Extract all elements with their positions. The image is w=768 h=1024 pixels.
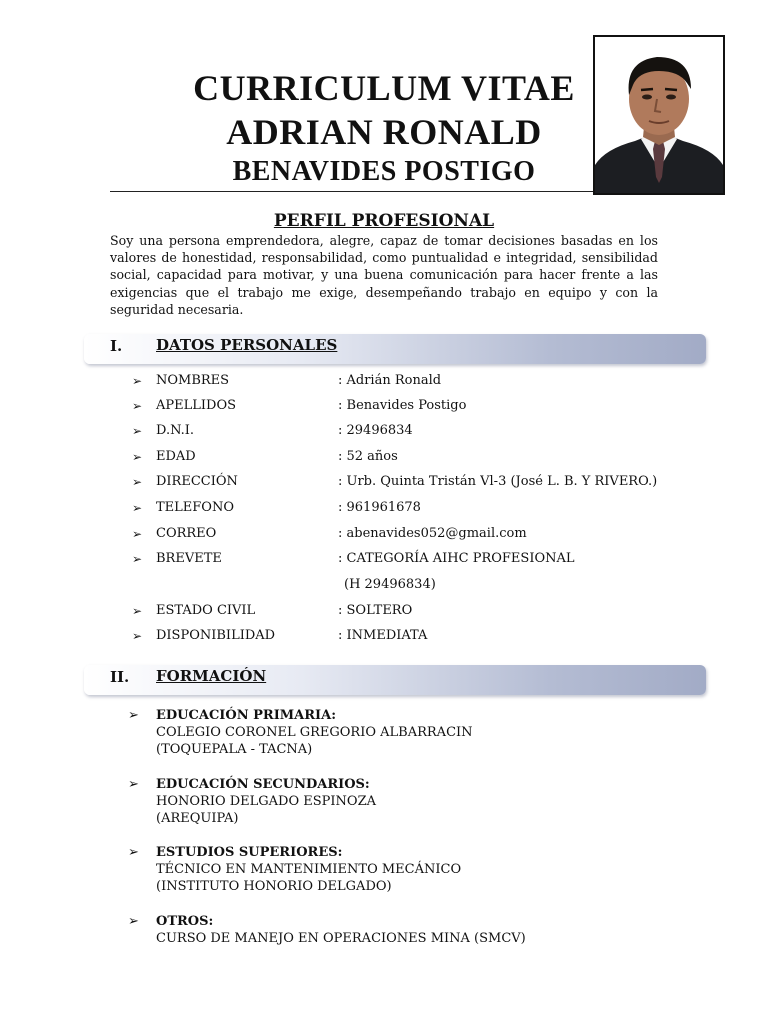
- data-value: : 961961678: [338, 500, 421, 515]
- education-line: HONORIO DELGADO ESPINOZA: [156, 794, 377, 809]
- education-heading: EDUCACIÓN PRIMARIA:: [156, 708, 337, 723]
- education-line: COLEGIO CORONEL GREGORIO ALBARRACIN: [156, 725, 473, 740]
- arrowhead-bullet-icon: ➢: [128, 777, 139, 792]
- first-names: ADRIAN RONALD: [226, 112, 542, 152]
- data-label: EDAD: [156, 449, 196, 464]
- data-value: : CATEGORÍA AIHC PROFESIONAL: [338, 551, 575, 566]
- profile-text: Soy una persona emprendedora, alegre, capaz de tomar decisiones basadas en los valores de honestidad, responsabilidad, como puntualidad e integridad, sensibilidad social, capacidad para motivar, y una buena comunicación para hacer frente a las exigencias que el trabajo me exige, desempeñando trabajo en equipo y con la seguridad necesaria.: [110, 233, 658, 317]
- data-row: [132, 371, 692, 391]
- arrowhead-bullet-icon: ➢: [132, 629, 143, 643]
- arrowhead-bullet-icon: ➢: [132, 475, 143, 489]
- data-row: [132, 472, 692, 492]
- data-value: : Urb. Quinta Tristán Vl-3 (José L. B. Y RIVERO.): [338, 474, 658, 489]
- section-number: I.: [110, 337, 123, 355]
- arrowhead-bullet-icon: ➢: [128, 708, 139, 723]
- data-value: (H 29496834): [344, 577, 436, 592]
- data-value: : 52 años: [338, 449, 398, 464]
- section-title: FORMACIÓN: [156, 667, 267, 685]
- data-row: [132, 421, 692, 441]
- data-row-continued: [132, 575, 692, 595]
- education-line: (TOQUEPALA - TACNA): [156, 742, 313, 757]
- data-label: ESTADO CIVIL: [156, 603, 256, 618]
- arrowhead-bullet-icon: ➢: [128, 845, 139, 860]
- data-row: [132, 498, 692, 518]
- arrowhead-bullet-icon: ➢: [128, 914, 139, 929]
- section-bar-education: [84, 665, 706, 695]
- data-row: [132, 524, 692, 544]
- surnames: BENAVIDES POSTIGO: [232, 156, 536, 187]
- section-title: DATOS PERSONALES: [156, 336, 338, 354]
- education-heading: ESTUDIOS SUPERIORES:: [156, 845, 343, 860]
- education-line: (AREQUIPA): [156, 811, 239, 826]
- section-bar-personal-data: [84, 334, 706, 364]
- arrowhead-bullet-icon: ➢: [132, 501, 143, 515]
- arrowhead-bullet-icon: ➢: [132, 527, 143, 541]
- education-line: CURSO DE MANEJO EN OPERACIONES MINA (SMCV): [156, 931, 526, 946]
- data-value: : Benavides Postigo: [338, 398, 467, 413]
- data-value: : SOLTERO: [338, 603, 413, 618]
- cv-title-block: [110, 66, 658, 190]
- title-divider: [110, 191, 594, 192]
- data-row: [132, 601, 692, 621]
- data-value: : 29496834: [338, 423, 413, 438]
- data-value: : Adrián Ronald: [338, 373, 442, 388]
- data-row: [132, 626, 692, 646]
- data-label: DIRECCIÓN: [156, 474, 238, 489]
- arrowhead-bullet-icon: ➢: [132, 450, 143, 464]
- education-line: (INSTITUTO HONORIO DELGADO): [156, 879, 392, 894]
- data-label: BREVETE: [156, 551, 222, 566]
- profile-heading: PERFIL PROFESIONAL: [273, 211, 495, 231]
- arrowhead-bullet-icon: ➢: [132, 424, 143, 438]
- data-label: DISPONIBILIDAD: [156, 628, 276, 643]
- data-label: NOMBRES: [156, 373, 230, 388]
- data-label: CORREO: [156, 526, 217, 541]
- education-line: TÉCNICO EN MANTENIMIENTO MECÁNICO: [156, 862, 462, 877]
- document-title: CURRICULUM VITAE: [193, 68, 575, 108]
- arrowhead-bullet-icon: ➢: [132, 399, 143, 413]
- section-number: II.: [110, 668, 130, 686]
- education-heading: OTROS:: [156, 914, 214, 929]
- education-heading: EDUCACIÓN SECUNDARIOS:: [156, 777, 370, 792]
- data-value: : INMEDIATA: [338, 628, 428, 643]
- arrowhead-bullet-icon: ➢: [132, 552, 143, 566]
- arrowhead-bullet-icon: ➢: [132, 374, 143, 388]
- data-label: D.N.I.: [156, 423, 195, 438]
- portrait-photo: [593, 35, 725, 195]
- data-value: : abenavides052@gmail.com: [338, 526, 527, 541]
- data-row: [132, 549, 692, 569]
- data-label: APELLIDOS: [156, 398, 237, 413]
- data-label: TELEFONO: [156, 500, 234, 515]
- arrowhead-bullet-icon: ➢: [132, 604, 143, 618]
- data-row: [132, 447, 692, 467]
- portrait-photo-icon: [595, 37, 723, 193]
- data-row: [132, 396, 692, 416]
